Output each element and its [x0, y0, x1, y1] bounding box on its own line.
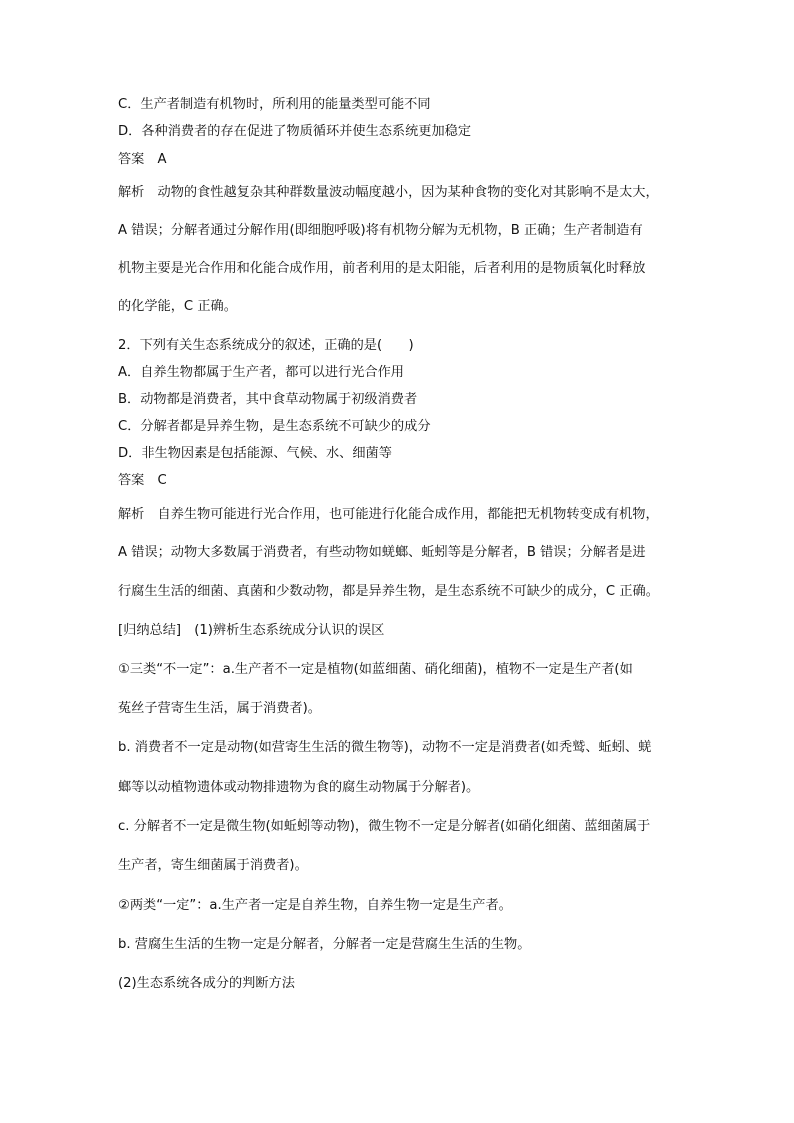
option-b: B．动物都是消费者，其中食草动物属于初级消费者: [118, 392, 418, 407]
summary-line: ①三类“不一定”：a.生产者不一定是植物(如蓝细菌、硝化细菌)，植物不一定是生产者(如: [118, 662, 633, 677]
analysis-line: A 错误；动物大多数属于消费者，有些动物如蜣螂、蚯蚓等是分解者，B 错误；分解者是进: [118, 545, 646, 560]
option-a: A．自养生物都属于生产者，都可以进行光合作用: [118, 365, 404, 380]
summary-line: ②两类“一定”：a.生产者一定是自养生物，自养生物一定是生产者。: [118, 898, 512, 913]
analysis-line: 解析 自养生物可能进行光合作用，也可能进行化能合成作用，都能把无机物转变成有机物，: [118, 507, 659, 522]
analysis-line: 行腐生生活的细菌、真菌和少数动物，都是异养生物，是生态系统不可缺少的成分，C 正确。: [118, 584, 659, 599]
summary-line: c. 分解者不一定是微生物(如蚯蚓等动物)，微生物不一定是分解者(如硝化细菌、蓝细菌属于: [118, 819, 651, 834]
analysis-line: 的化学能，C 正确。: [118, 299, 237, 314]
summary-heading: [归纳总结] (1)辨析生态系统成分认识的误区: [118, 623, 385, 638]
analysis-line: 机物主要是光合作用和化能合成作用，前者利用的是太阳能，后者利用的是物质氧化时释放: [118, 261, 646, 276]
question-2-stem: 2．下列有关生态系统成分的叙述，正确的是( ): [118, 338, 414, 353]
option-d: D．各种消费者的存在促进了物质循环并使生态系统更加稳定: [118, 124, 472, 139]
analysis-line: 解析 动物的食性越复杂其种群数量波动幅度越小，因为某种食物的变化对其影响不是太大，: [118, 185, 659, 200]
answer-label: 答案 C: [118, 473, 167, 488]
summary-line: 螂等以动植物遗体或动物排遗物为食的腐生动物属于分解者)。: [118, 780, 480, 795]
summary-line: 生产者，寄生细菌属于消费者)。: [118, 858, 308, 873]
option-c: C．生产者制造有机物时，所利用的能量类型可能不同: [118, 97, 431, 112]
answer-label: 答案 A: [118, 152, 167, 167]
summary-line: 菟丝子营寄生生活，属于消费者)。: [118, 701, 321, 716]
option-c: C．分解者都是异养生物，是生态系统不可缺少的成分: [118, 419, 431, 434]
analysis-line: A 错误；分解者通过分解作用(即细胞呼吸)将有机物分解为无机物，B 正确；生产者制造有: [118, 223, 643, 238]
section-heading: (2)生态系统各成分的判断方法: [118, 976, 295, 991]
option-d: D．非生物因素是包括能源、气候、水、细菌等: [118, 446, 392, 461]
summary-line: b. 消费者不一定是动物(如营寄生生活的微生物等)，动物不一定是消费者(如秃鹫、蚯蚓、蜣: [118, 740, 652, 755]
summary-line: b. 营腐生生活的生物一定是分解者，分解者一定是营腐生生活的生物。: [118, 937, 531, 952]
